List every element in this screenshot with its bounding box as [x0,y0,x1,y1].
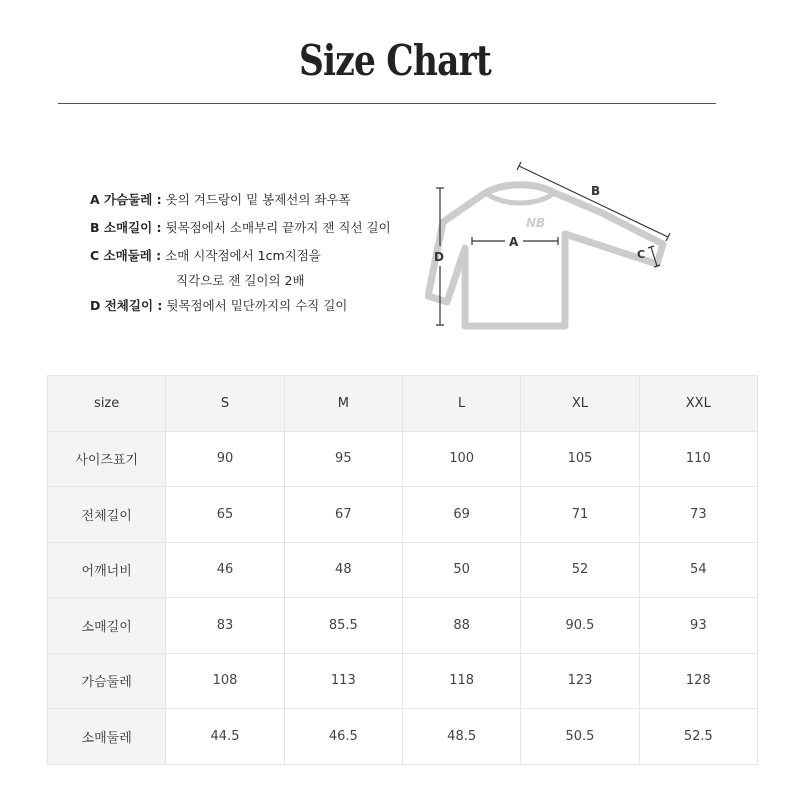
column-header: S [166,376,284,432]
row-label: 사이즈표기 [48,431,166,487]
legend-desc: 소매 시작점에서 1cm지점을 [165,248,321,263]
label-b: B [591,184,601,198]
table-header-row [48,376,758,432]
table-row [48,431,758,487]
table-cell: 67 [284,487,402,543]
table-cell: 83 [166,598,284,654]
measure-d [434,188,444,325]
legend-desc: 뒷목점에서 소매부리 끝까지 잰 직선 길이 [165,220,391,235]
legend-item-total-length [90,296,391,324]
table-cell: 88 [402,598,520,654]
table-cell: 73 [639,487,757,543]
table-cell: 123 [521,653,639,709]
label-d: D [434,250,444,264]
table-cell: 69 [402,487,520,543]
title-divider [58,103,716,104]
sweatshirt-diagram [425,160,675,335]
table-cell: 50 [402,542,520,598]
size-table [47,375,758,765]
row-label: 소매길이 [48,598,166,654]
legend-item-sleeve-length [90,218,391,246]
table-cell: 108 [166,653,284,709]
table-cell: 52.5 [639,709,757,765]
column-header: XXL [639,376,757,432]
column-header: L [402,376,520,432]
legend-item-sleeve-width-cont [90,271,391,296]
legend-desc: 직각으로 잰 길이의 2배 [176,273,305,288]
table-cell: 52 [521,542,639,598]
collar [487,194,553,203]
nb-logo-icon [526,216,545,230]
table-cell: 65 [166,487,284,543]
table-row [48,709,758,765]
table-cell: 100 [402,431,520,487]
legend-item-chest [90,190,391,218]
legend-key: C 소매둘레 : [90,248,162,263]
table-cell: 71 [521,487,639,543]
table-row [48,487,758,543]
row-label: 전체길이 [48,487,166,543]
sweatshirt-outline [428,185,663,326]
measurement-legend [90,190,391,324]
column-header: XL [521,376,639,432]
label-a: A [509,235,519,249]
table-cell: 93 [639,598,757,654]
table-cell: 90 [166,431,284,487]
column-header: M [284,376,402,432]
legend-key: D 전체길이 : [90,298,163,313]
table-cell: 44.5 [166,709,284,765]
page-title: Size Chart [298,36,492,85]
column-header: size [48,376,166,432]
table-row [48,598,758,654]
table-cell: 54 [639,542,757,598]
legend-desc: 뒷목점에서 밑단까지의 수직 길이 [166,298,348,313]
label-c: C [637,248,646,261]
row-label: 어깨너비 [48,542,166,598]
table-cell: 48 [284,542,402,598]
table-cell: 46.5 [284,709,402,765]
legend-desc: 옷의 겨드랑이 밑 봉제선의 좌우폭 [165,192,351,207]
table-cell: 50.5 [521,709,639,765]
legend-key: B 소매길이 : [90,220,162,235]
legend-item-sleeve-width [90,246,391,271]
row-label: 가슴둘레 [48,653,166,709]
table-cell: 46 [166,542,284,598]
svg-text:NB: NB [526,216,546,230]
table-cell: 113 [284,653,402,709]
table-cell: 118 [402,653,520,709]
table-row [48,542,758,598]
table-cell: 95 [284,431,402,487]
row-label: 소매둘레 [48,709,166,765]
measure-a [472,235,558,249]
table-cell: 48.5 [402,709,520,765]
legend-key: A 가슴둘레 : [90,192,162,207]
table-cell: 90.5 [521,598,639,654]
table-cell: 110 [639,431,757,487]
table-row [48,653,758,709]
table-cell: 85.5 [284,598,402,654]
table-cell: 105 [521,431,639,487]
table-cell: 128 [639,653,757,709]
